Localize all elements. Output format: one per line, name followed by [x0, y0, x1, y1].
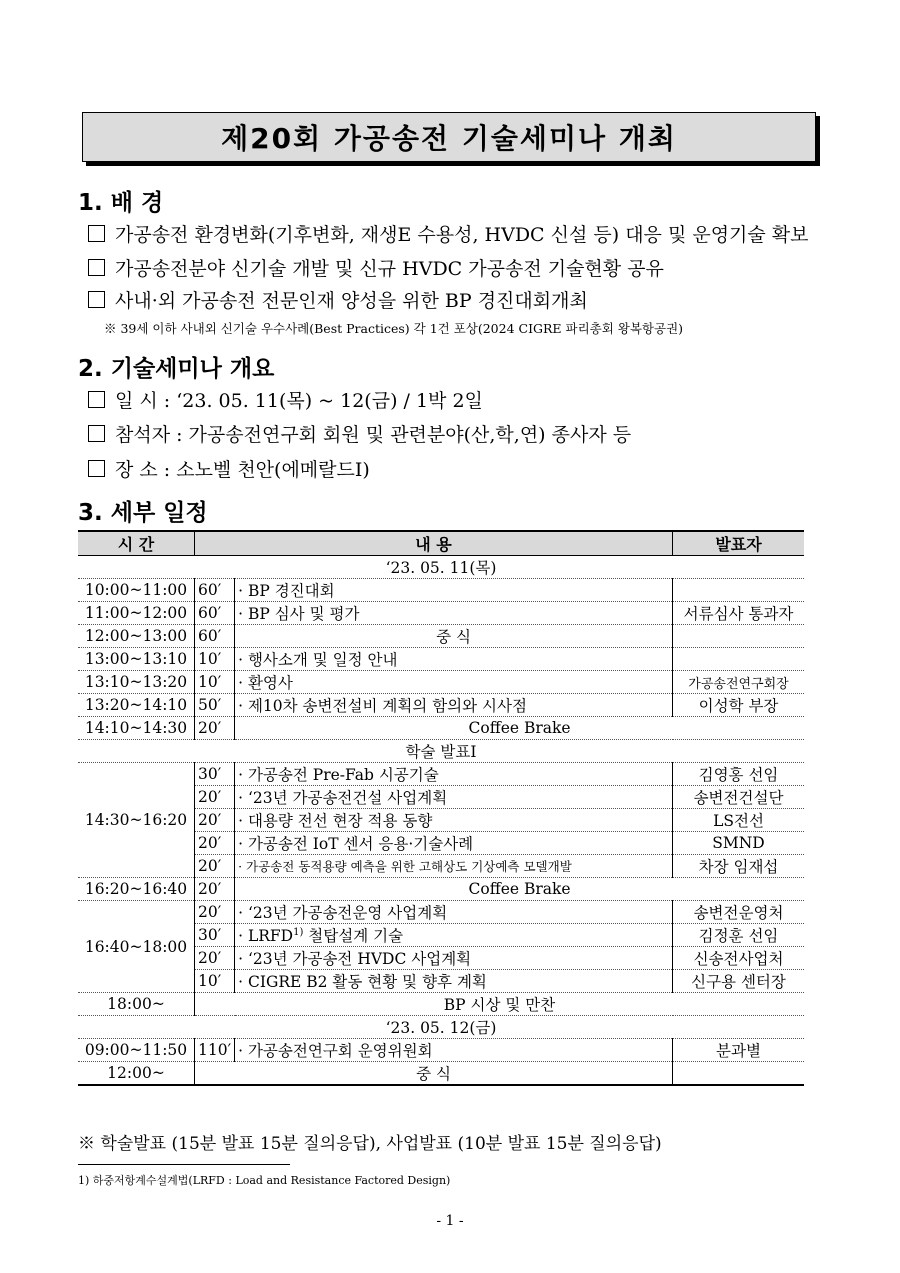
table-row: 10′ · CIGRE B2 활동 현황 및 향후 계획 신구용 센터장 — [78, 970, 804, 993]
checkbox-square-icon — [88, 425, 105, 442]
section-3-heading: 3. 세부 일정 — [78, 500, 208, 526]
section-2-heading: 2. 기술세미나 개요 — [78, 356, 275, 382]
table-row: 20′ · ‘23년 가공송전 HVDC 사업계획 신송전사업처 — [78, 947, 804, 970]
bullet-item: 장 소 : 소노벨 천안(에메랄드Ⅰ) — [88, 455, 370, 482]
page-title: 제20회 가공송전 기술세미나 개최 — [221, 122, 677, 155]
col-speaker-header: 발표자 — [673, 531, 805, 556]
table-row: 20′ · 가공송전 동적용량 예측을 위한 고해상도 기상예측 모델개발 차장 임재섭 — [78, 855, 804, 878]
bullet-item: 사내·외 가공송전 전문인재 양성을 위한 BP 경진대회개최 — [88, 286, 588, 313]
bullet-item: 일 시 : ‘23. 05. 11(목) ~ 12(금) / 1박 2일 — [88, 386, 483, 413]
table-row: 13:20~14:10 50′ · 제10차 송변전설비 계획의 함의와 시사점 이성학 부장 — [78, 694, 804, 717]
note: ※ 39세 이하 사내외 신기술 우수사례(Best Practices) 각 1건 포상(2024 CIGRE 파리총회 왕복항공권) — [104, 321, 684, 336]
session-row: 학술 발표Ⅰ — [78, 740, 804, 763]
table-row: 09:00~11:50 110′ · 가공송전연구회 운영위원회 분과별 — [78, 1039, 804, 1062]
bullet-item: 가공송전 환경변화(기후변화, 재생E 수용성, HVDC 신설 등) 대응 및 운영기술 확보 — [88, 220, 809, 247]
checkbox-square-icon — [88, 291, 105, 308]
checkbox-square-icon — [88, 391, 105, 408]
table-row: 12:00~13:00 60′ 중 식 — [78, 625, 804, 648]
table-row: 14:10~14:30 20′ Coffee Brake — [78, 717, 804, 740]
table-row: 20′ · ‘23년 가공송전건설 사업계획 송변전건설단 — [78, 786, 804, 809]
table-row: 14:30~16:20 30′ · 가공송전 Pre-Fab 시공기술 김영홍 선임 — [78, 763, 804, 786]
bullet-item: 가공송전분야 신기술 개발 및 신규 HVDC 가공송전 기술현황 공유 — [88, 254, 664, 281]
section-1-heading: 1. 배 경 — [78, 190, 164, 216]
table-row: 30′ · $LRFD^{1)}$ 철탑설계 기술 김정훈 선임 — [78, 924, 804, 947]
table-row: 20′ · 대용량 전선 현장 적용 동향 LS전선 — [78, 809, 804, 832]
page-number: - 1 - — [436, 1213, 464, 1229]
table-row: 16:20~16:40 20′ Coffee Brake — [78, 878, 804, 901]
col-content-header: 내 용 — [195, 531, 673, 556]
table-row: 16:40~18:00 20′ · ‘23년 가공송전운영 사업계획 송변전운영처 — [78, 901, 804, 924]
footnote-divider — [78, 1164, 290, 1165]
title-box — [82, 112, 816, 162]
table-row: 18:00~ BP 시상 및 만찬 — [78, 993, 804, 1016]
schedule-note: ※ 학술발표 (15분 발표 15분 질의응답), 사업발표 (10분 발표 15분 질의응답) — [78, 1134, 662, 1154]
table-row: 13:10~13:20 10′ · 환영사 가공송전연구회장 — [78, 671, 804, 694]
checkbox-square-icon — [88, 259, 105, 276]
bullet-item: 참석자 : 가공송전연구회 회원 및 관련분야(산,학,연) 종사자 등 — [88, 420, 631, 447]
table-row: 10:00~11:00 60′ · BP 경진대회 — [78, 579, 804, 602]
table-row: 11:00~12:00 60′ · BP 심사 및 평가 서류심사 통과자 — [78, 602, 804, 625]
day-row: ‘23. 05. 11(목) — [78, 556, 804, 579]
table-row: 13:00~13:10 10′ · 행사소개 및 일정 안내 — [78, 648, 804, 671]
table-row: 12:00~ 중 식 — [78, 1062, 804, 1086]
footnote: 1) 하중저항계수설계법(LRFD : Load and Resistance Factored Design) — [78, 1174, 451, 1187]
table-row: 20′ · 가공송전 IoT 센서 응용·기술사례 SMND — [78, 832, 804, 855]
day-row: ‘23. 05. 12(금) — [78, 1016, 804, 1039]
checkbox-square-icon — [88, 225, 105, 242]
table-header-row — [78, 531, 804, 556]
col-time-header: 시 간 — [78, 531, 195, 556]
schedule-table — [78, 530, 804, 1086]
checkbox-square-icon — [88, 460, 105, 477]
